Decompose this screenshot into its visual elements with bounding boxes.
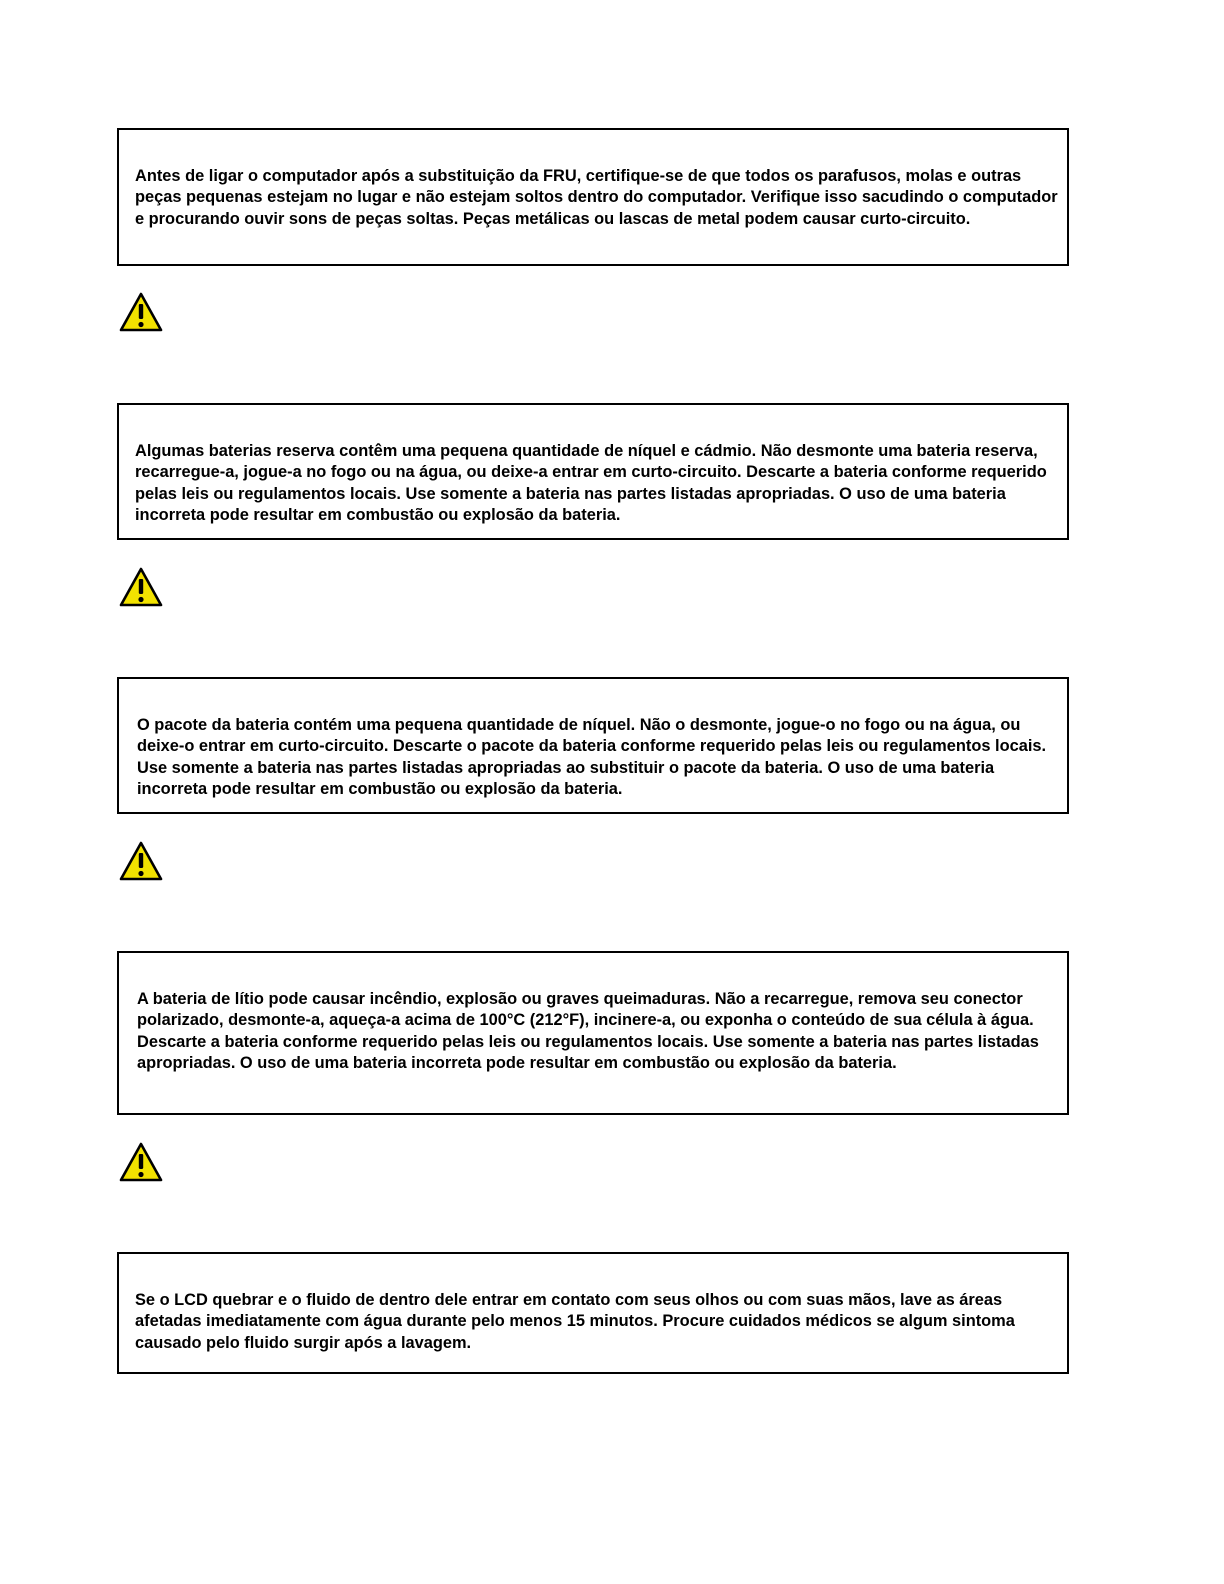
warning-triangle-icon — [118, 1141, 164, 1183]
warning-triangle-icon — [118, 291, 164, 333]
warning-triangle-icon — [118, 566, 164, 608]
notice-box-lcd-fluid — [117, 1252, 1069, 1374]
notice-text: O pacote da bateria contém uma pequena quantidade de níquel. Não o desmonte, jogue-o no fogo ou na água, ou deixe-o entrar em curto-circuito. Descarte o pacote da bateria conforme requerido pelas leis ou regulamentos locais. Use somente a bateria nas partes listadas apropriadas ao substituir o pacote da bateria. O uso de uma bateria incorreta pode resultar em combustão ou explosão da bateria. — [137, 716, 1047, 799]
notice-text: A bateria de lítio pode causar incêndio, explosão ou graves queimaduras. Não a recarregue, remova seu conector polarizado, desmonte-a, aqueça-a acima de 100°C (212°F), incinere-a, ou exponha o conteúdo de sua célula à água. Descarte a bateria conforme requerido pelas leis ou regulamentos locais. Use somente a bateria nas partes listadas apropriadas. O uso de uma bateria incorreta pode resultar em combustão ou explosão da bateria. — [137, 990, 1039, 1073]
notice-text: Antes de ligar o computador após a substituição da FRU, certifique-se de que todos os parafusos, molas e outras peças pequenas estejam no lugar e não estejam soltos dentro do computador. Verifique isso sacudindo o computador e procurando ouvir sons de peças soltas. Peças metálicas ou lascas de metal podem causar curto-circuito. — [135, 167, 1058, 228]
warning-triangle-icon — [118, 840, 164, 882]
notice-box-backup-battery — [117, 403, 1069, 540]
notice-box-fru-replacement — [117, 128, 1069, 266]
notice-text: Algumas baterias reserva contêm uma pequena quantidade de níquel e cádmio. Não desmonte uma bateria reserva, recarregue-a, jogue-a no fogo ou na água, ou deixe-a entrar em curto-circuito. Descarte a bateria conforme requerido pelas leis ou regulamentos locais. Use somente a bateria nas partes listadas apropriadas. O uso de uma bateria incorreta pode resultar em combustão ou explosão da bateria. — [135, 442, 1047, 525]
notice-box-battery-pack — [117, 677, 1069, 814]
notice-box-lithium-battery — [117, 951, 1069, 1115]
notice-text: Se o LCD quebrar e o fluido de dentro dele entrar em contato com seus olhos ou com suas mãos, lave as áreas afetadas imediatamente com água durante pelo menos 15 minutos. Procure cuidados médicos se algum sintoma causado pelo fluido surgir após a lavagem. — [135, 1291, 1015, 1352]
